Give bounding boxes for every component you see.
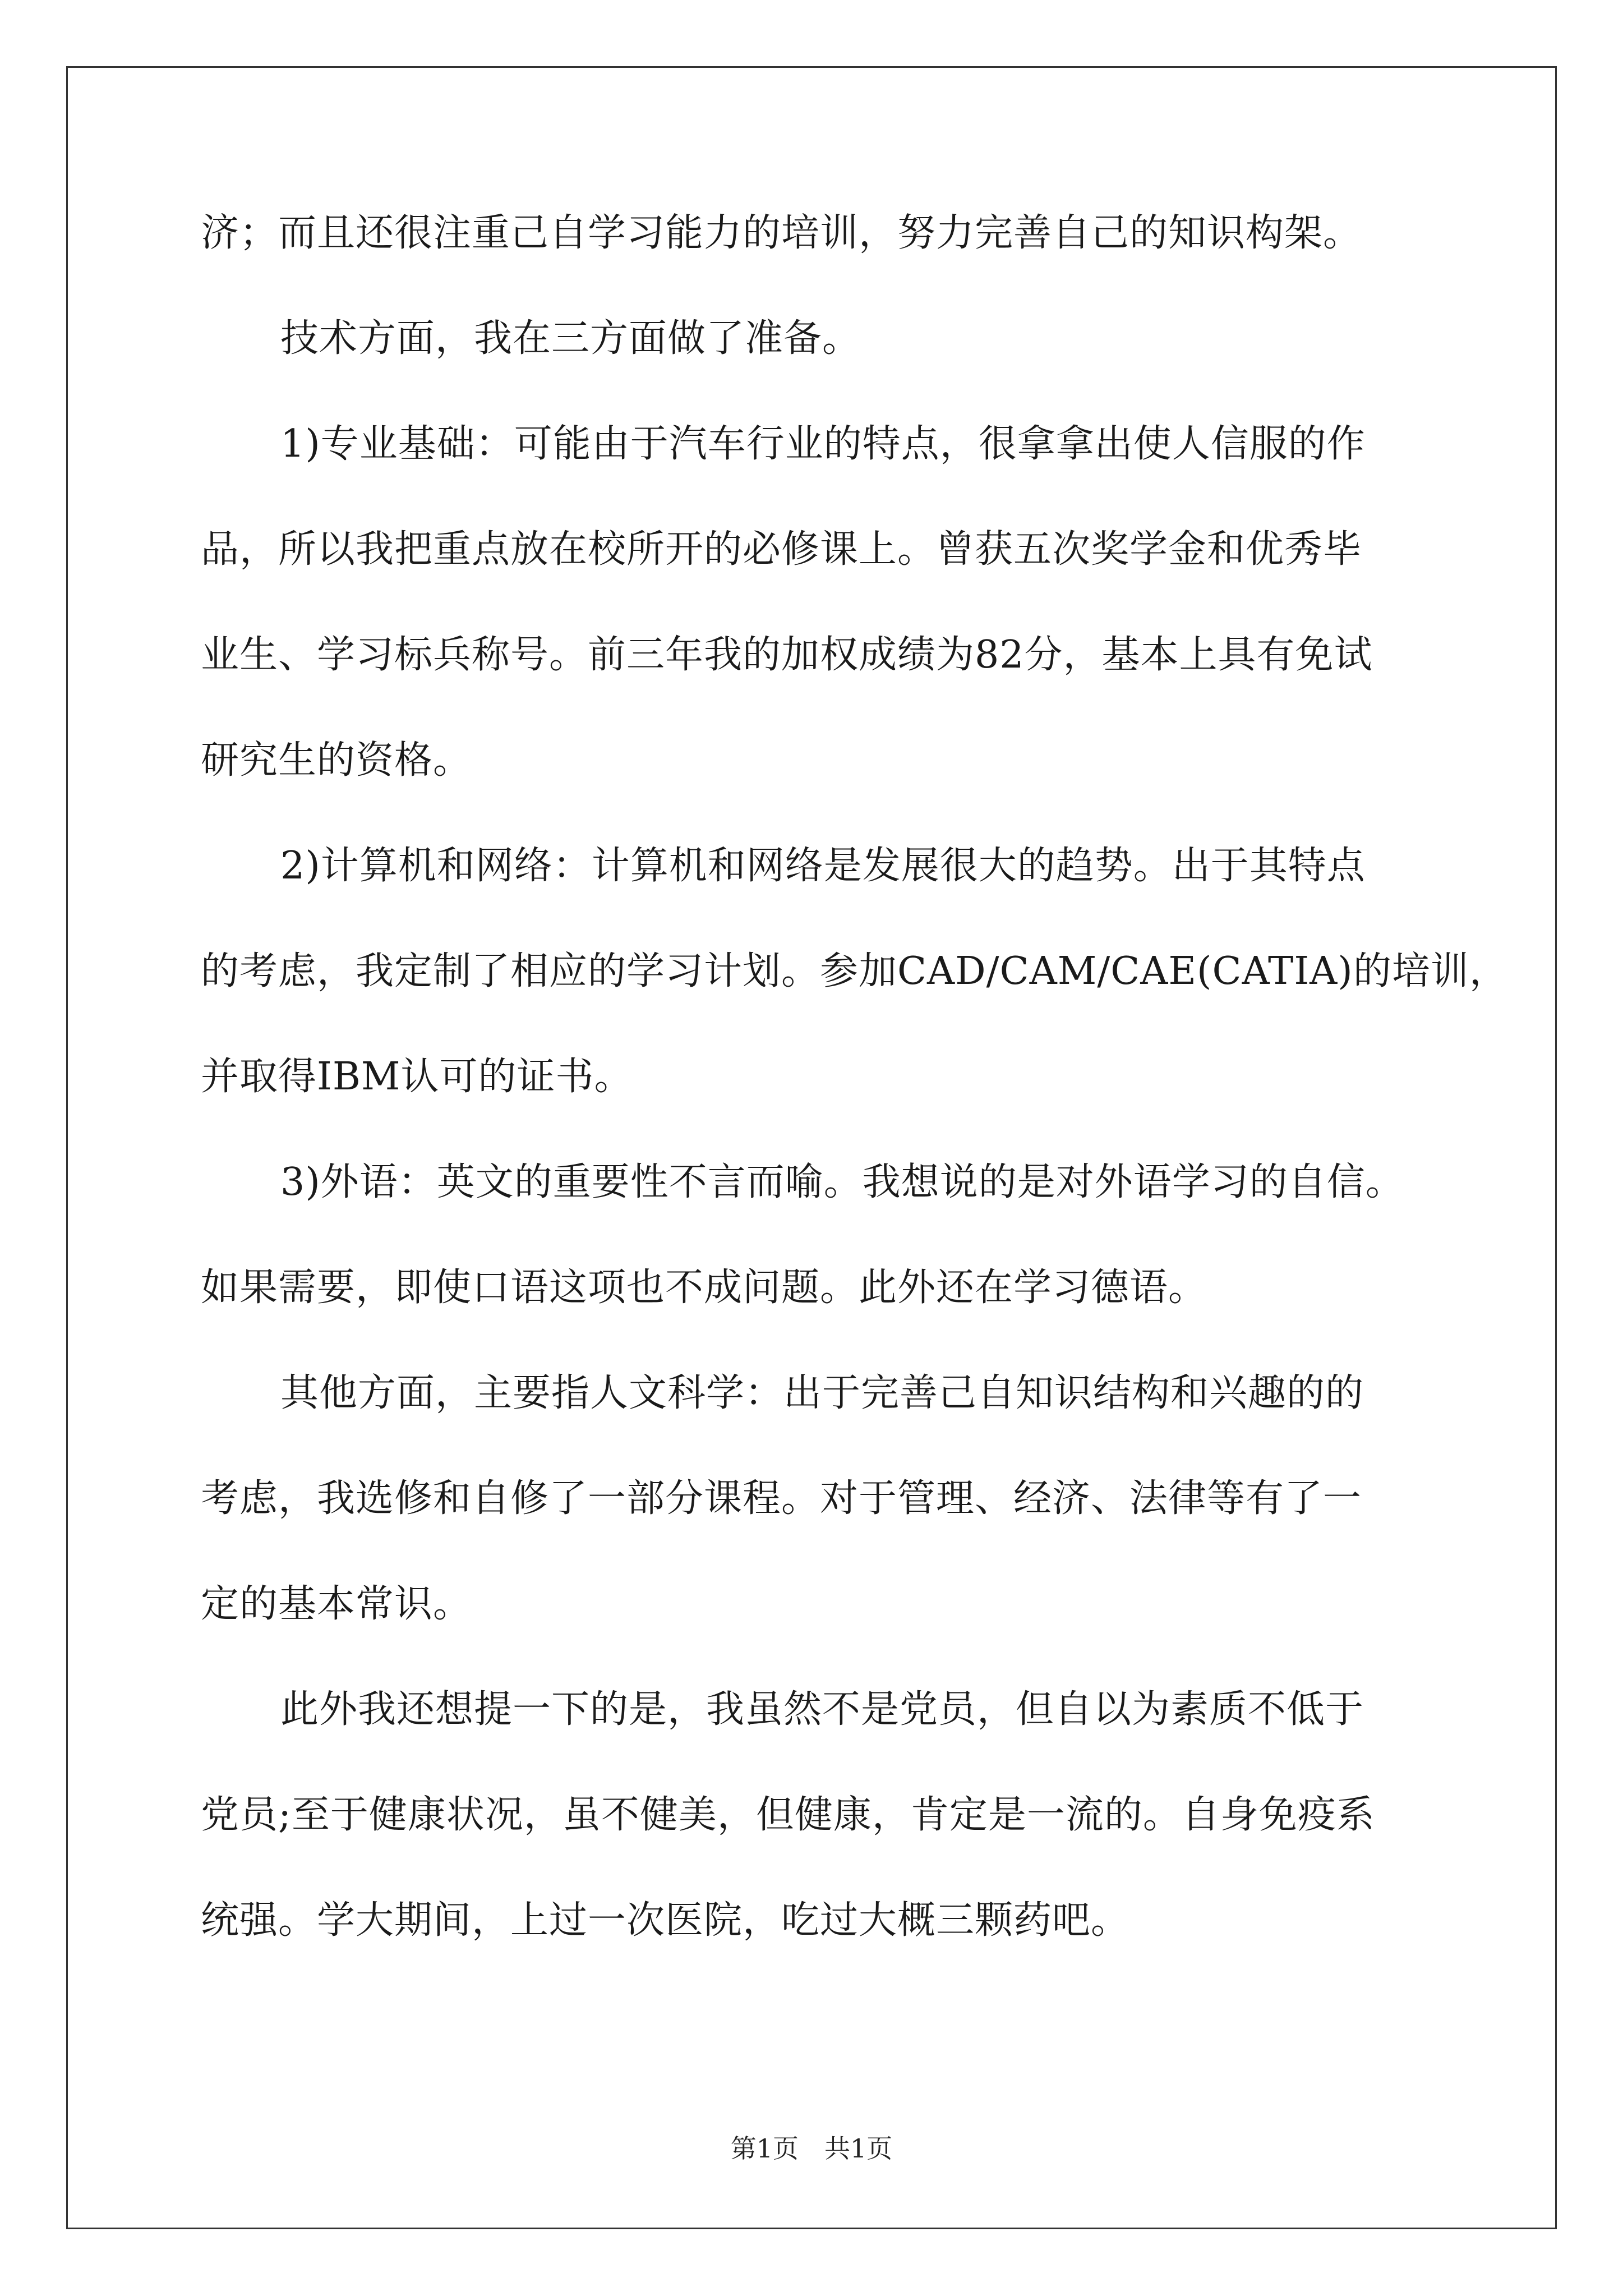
text-line: 的考虑，我定制了相应的学习计划。参加CAD/CAM/CAE(CATIA)的培训， (201, 949, 1508, 993)
text-line: 考虑，我选修和自修了一部分课程。对于管理、经济、法律等有了一 (201, 1476, 1362, 1521)
text-line: 此外我还想提一下的是，我虽然不是党员，但自以为素质不低于 (280, 1687, 1364, 1732)
text-line: 研究生的资格。 (201, 738, 472, 783)
page-number-footer: 第1页 共1页 (730, 2133, 893, 2164)
text-line: 3)外语：英文的重要性不言而喻。我想说的是对外语学习的自信。 (280, 1160, 1404, 1204)
text-line: 统强。学大期间，上过一次医院，吃过大概三颗药吧。 (201, 1898, 1130, 1943)
text-line: 1)专业基础：可能由于汽车行业的特点，很拿拿出使人信服的作 (280, 422, 1366, 466)
text-line: 如果需要，即使口语这项也不成问题。此外还在学习德语。 (201, 1266, 1207, 1310)
text-line: 党员;至于健康状况，虽不健美，但健康，肯定是一流的。自身免疫系 (201, 1793, 1375, 1837)
text-line: 业生、学习标兵称号。前三年我的加权成绩为82分，基本上具有免试 (201, 633, 1373, 677)
document-body (201, 211, 1508, 2005)
text-line: 技术方面，我在三方面做了准备。 (280, 316, 861, 361)
text-line: 济；而且还很注重己自学习能力的培训，努力完善自己的知识构架。 (201, 211, 1362, 255)
text-line: 品，所以我把重点放在校所开的必修课上。曾获五次奖学金和优秀毕 (201, 527, 1362, 572)
text-line: 其他方面，主要指人文科学：出于完善己自知识结构和兴趣的的 (280, 1371, 1364, 1415)
text-line: 并取得IBM认可的证书。 (201, 1055, 633, 1099)
text-line: 2)计算机和网络：计算机和网络是发展很大的趋势。出于其特点 (280, 844, 1366, 888)
text-line: 定的基本常识。 (201, 1582, 472, 1626)
